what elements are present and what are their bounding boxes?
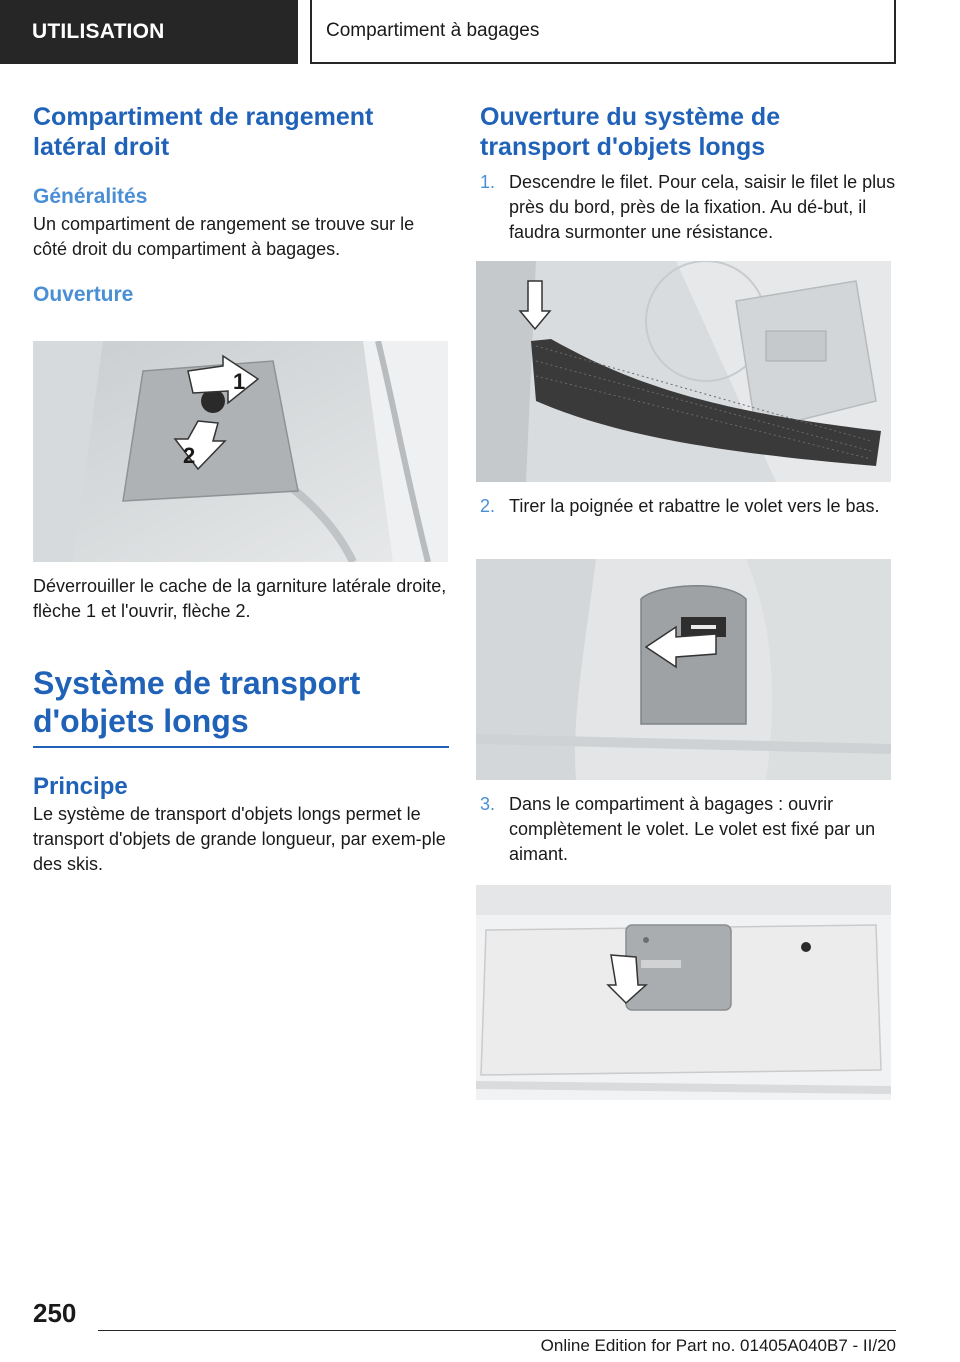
principle-heading: Principe — [33, 773, 128, 800]
footer-divider — [98, 1330, 896, 1331]
right-column — [480, 102, 896, 245]
step-item — [480, 494, 896, 519]
opening-heading: Ouverture — [33, 283, 134, 306]
transport-system-title: Système de transport d'objets longs — [33, 664, 449, 748]
header-chapter-label: Compartiment à bagages — [310, 0, 896, 64]
step-text: Descendre le filet. Pour cela, saisir le filet le plus près du bord, près de la fixation. Au dé-but, il faudra surmonter une résistance. — [509, 172, 896, 242]
principle-text: Le système de transport d'objets longs permet le transport d'objets de grande longueur, par exem-ple des skis. — [33, 804, 446, 874]
step-text: Dans le compartiment à bagages : ouvrir complètement le volet. Le volet est fixé par un aimant. — [509, 794, 876, 864]
left-column-lower — [33, 574, 449, 877]
storage-compartment-title: Compartiment de rangement latéral droit — [33, 103, 374, 161]
edition-label: Online Edition for Part no. 01405A040B7 - II/20 — [540, 1336, 896, 1355]
right-column-step3 — [480, 792, 896, 867]
side-compartment-figure — [33, 341, 448, 562]
arrow-1-label: 1 — [233, 369, 246, 394]
step-item — [480, 792, 896, 867]
header-section-label: UTILISATION — [0, 0, 298, 64]
net-figure — [476, 261, 891, 482]
general-heading: Généralités — [33, 185, 148, 208]
step-item — [480, 170, 896, 245]
step-text: Tirer la poignée et rabattre le volet vers le bas. — [509, 496, 880, 516]
general-text: Un compartiment de rangement se trouve sur le côté droit du compartiment à bagages. — [33, 214, 415, 259]
left-column — [33, 102, 449, 308]
step-number: 2. — [480, 496, 496, 516]
opening-system-title: Ouverture du système de transport d'objets longs — [480, 103, 781, 161]
handle-figure — [476, 559, 891, 780]
arrow-2-label: 2 — [183, 443, 196, 468]
trunk-flap-figure — [476, 885, 891, 1100]
step-number: 1. — [480, 172, 496, 192]
page-number: 250 — [33, 1298, 77, 1328]
figure1-caption: Déverrouiller le cache de la garniture latérale droite, flèche 1 et l'ouvrir, flèche 2. — [33, 576, 447, 621]
right-column-step2 — [480, 494, 896, 519]
step-number: 3. — [480, 794, 496, 814]
